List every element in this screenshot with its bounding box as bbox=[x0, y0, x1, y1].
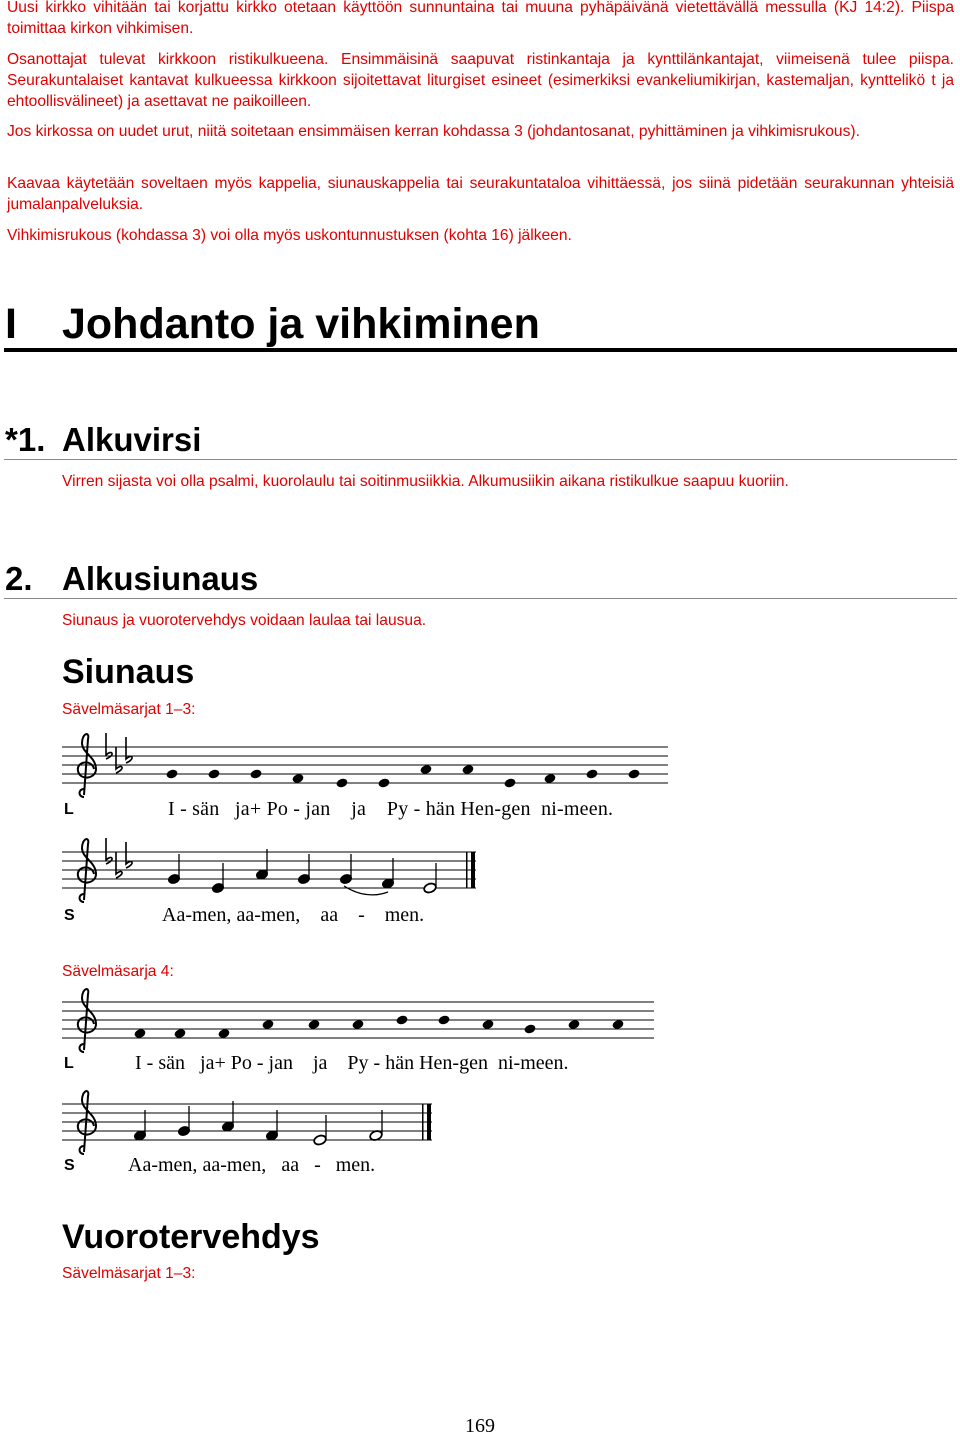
intro-paragraph-1: Uusi kirkko vihitään tai korjattu kirkko otetaan käyttöön sunnuntaina tai muuna pyhäpäivänä vietettävällä messulla (KJ 14:2). Piispa toimittaa kirkon vihkimisen. bbox=[7, 0, 954, 37]
intro-paragraph-5: Vihkimisrukous (kohdassa 3) voi olla myös uskontunnustuksen (kohta 16) jälkeen. bbox=[7, 227, 572, 244]
subheading-vuorotervehdys: Vuorotervehdys bbox=[62, 1218, 320, 1256]
staff-lines bbox=[62, 747, 668, 783]
intro-paragraph-2: Osanottajat tulevat kirkkoon ristikulkueena. Ensimmäisinä saapuvat ristinkantaja ja kynttilänkantajat, viimeisenä tulee piispa. Seurakuntalaiset kantavat kulkueessa kirkkoon sijoitettavat liturgiset esineet (esimerkiksi evankeliumikirjan, kastemaljan, kynttelikö t ja ehtoollisvälineet) ja asettavat ne paikoilleen. bbox=[7, 51, 954, 110]
part-number: I bbox=[5, 300, 17, 348]
section-number: *1. bbox=[5, 421, 46, 458]
lyrics-line-2: Aa-men, aa-men, aa - men. bbox=[162, 904, 425, 926]
part-heading-rule bbox=[4, 348, 957, 352]
section-rule bbox=[4, 459, 957, 460]
intro-paragraph-3: Jos kirkossa on uudet urut, niitä soitetaan ensimmäisen kerran kohdassa 3 (johdantosanat, pyhittäminen ja vihkimisrukous). bbox=[7, 123, 860, 140]
lyrics-line-3: I - sän ja+ Po - jan ja Py - hän Hen-gen ni-meen. bbox=[135, 1052, 569, 1074]
melody-set-label-1-3: Sävelmäsarjat 1–3: bbox=[62, 701, 196, 718]
staff-lines bbox=[62, 852, 476, 888]
melody-set-label-vuorotervehdys: Sävelmäsarjat 1–3: bbox=[62, 1265, 196, 1282]
music-staff-2 bbox=[62, 840, 482, 900]
section-note-alkuvirsi: Virren sijasta voi olla psalmi, kuorolaulu tai soitinmusiikkia. Alkumusiikin aikana ristikulkue saapuu kuoriin. bbox=[62, 473, 789, 490]
singer-label: L bbox=[64, 1055, 74, 1072]
section-number: 2. bbox=[5, 560, 33, 597]
singer-label: S bbox=[64, 1157, 75, 1174]
section-title: Alkusiunaus bbox=[62, 560, 259, 597]
section-title: Alkuvirsi bbox=[62, 421, 202, 458]
section-rule bbox=[4, 598, 957, 599]
part-heading bbox=[5, 298, 540, 350]
music-staff-1 bbox=[62, 735, 672, 795]
lyrics-line-1: I - sän ja+ Po - jan ja Py - hän Hen-gen ni-meen. bbox=[168, 798, 614, 820]
singer-label: S bbox=[64, 907, 75, 924]
treble-clef-icon bbox=[78, 1091, 96, 1154]
key-signature-flats bbox=[106, 733, 132, 773]
treble-clef-icon bbox=[78, 734, 96, 797]
intro-paragraph-4: Kaavaa käytetään soveltaen myös kappelia, siunauskappelia tai seurakuntataloa vihittäessä, jos siinä pidetään seurakunnan yhteisiä jumalanpalveluksia. bbox=[7, 175, 954, 213]
notes bbox=[133, 1014, 624, 1039]
music-staff-3 bbox=[62, 990, 662, 1050]
key-signature-flats bbox=[106, 838, 132, 878]
notes bbox=[133, 1101, 383, 1146]
section-heading-alkusiunaus bbox=[5, 559, 258, 599]
section-note-alkusiunaus: Siunaus ja vuorotervehdys voidaan laulaa tai lausua. bbox=[62, 612, 427, 629]
treble-clef-icon bbox=[78, 989, 96, 1052]
singer-label: L bbox=[64, 801, 74, 818]
subheading-siunaus: Siunaus bbox=[62, 653, 195, 691]
part-title: Johdanto ja vihkiminen bbox=[62, 300, 540, 348]
treble-clef-icon bbox=[78, 839, 96, 902]
section-heading-alkuvirsi bbox=[5, 420, 201, 460]
page-number: 169 bbox=[465, 1415, 495, 1437]
music-staff-4 bbox=[62, 1092, 442, 1152]
staff-lines bbox=[62, 1002, 654, 1038]
notes bbox=[165, 764, 640, 789]
melody-set-label-4: Sävelmäsarja 4: bbox=[62, 963, 174, 980]
lyrics-line-4: Aa-men, aa-men, aa - men. bbox=[128, 1154, 376, 1176]
